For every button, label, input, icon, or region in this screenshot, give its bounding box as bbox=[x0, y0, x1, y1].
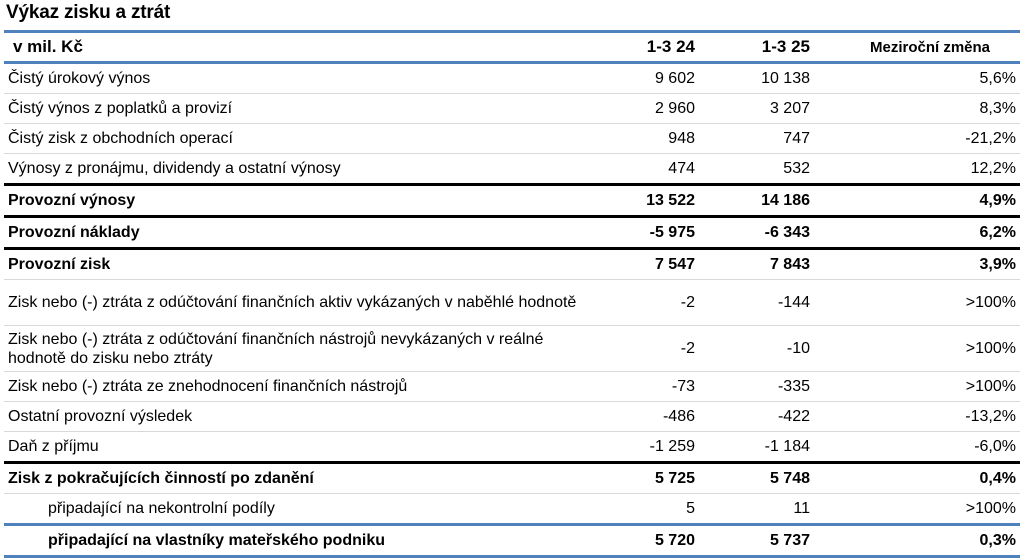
row-label: připadající na nekontrolní podíly bbox=[4, 494, 584, 525]
table-row-total bbox=[4, 185, 1020, 217]
row-label: Provozní výnosy bbox=[4, 185, 584, 217]
value-2025: -335 bbox=[699, 372, 814, 402]
table-row-total bbox=[4, 249, 1020, 280]
row-label: Zisk nebo (-) ztráta z odúčtování finančních nástrojů nevykázaných v reálné hodnotě do zisku nebo ztráty bbox=[4, 326, 584, 372]
unit-header: v mil. Kč bbox=[4, 32, 584, 63]
row-label: Daň z příjmu bbox=[4, 432, 584, 463]
yoy-change: 3,9% bbox=[814, 249, 1020, 280]
period-2025-header: 1-3 25 bbox=[699, 32, 814, 63]
row-label: Provozní zisk bbox=[4, 249, 584, 280]
value-2024: 13 522 bbox=[584, 185, 699, 217]
table-row bbox=[4, 372, 1020, 402]
table-row-total bbox=[4, 463, 1020, 494]
row-label: Čistý výnos z poplatků a provizí bbox=[4, 94, 584, 124]
value-2025: 14 186 bbox=[699, 185, 814, 217]
yoy-change: 0,4% bbox=[814, 463, 1020, 494]
table-row bbox=[4, 124, 1020, 154]
value-2025: 10 138 bbox=[699, 63, 814, 94]
yoy-change: -13,2% bbox=[814, 402, 1020, 432]
value-2025: 7 843 bbox=[699, 249, 814, 280]
value-2024: 5 bbox=[584, 494, 699, 525]
table-header-row bbox=[4, 32, 1020, 63]
row-label: připadající na vlastníky mateřského podniku bbox=[4, 525, 584, 557]
value-2025: -422 bbox=[699, 402, 814, 432]
row-label: Provozní náklady bbox=[4, 217, 584, 249]
value-2024: -5 975 bbox=[584, 217, 699, 249]
value-2025: 5 748 bbox=[699, 463, 814, 494]
row-label: Zisk z pokračujících činností po zdanění bbox=[4, 463, 584, 494]
value-2024: -2 bbox=[584, 326, 699, 372]
yoy-change: >100% bbox=[814, 494, 1020, 525]
row-label: Zisk nebo (-) ztráta ze znehodnocení finančních nástrojů bbox=[4, 372, 584, 402]
value-2024: -486 bbox=[584, 402, 699, 432]
value-2024: -1 259 bbox=[584, 432, 699, 463]
yoy-change-header: Meziroční změna bbox=[814, 32, 1020, 63]
table-row bbox=[4, 280, 1020, 326]
table-row bbox=[4, 154, 1020, 185]
value-2025: -1 184 bbox=[699, 432, 814, 463]
yoy-change: >100% bbox=[814, 326, 1020, 372]
value-2025: 3 207 bbox=[699, 94, 814, 124]
income-statement-table bbox=[4, 30, 1020, 558]
yoy-change: 12,2% bbox=[814, 154, 1020, 185]
value-2025: 747 bbox=[699, 124, 814, 154]
yoy-change: 5,6% bbox=[814, 63, 1020, 94]
value-2024: 9 602 bbox=[584, 63, 699, 94]
value-2025: 532 bbox=[699, 154, 814, 185]
page-title: Výkaz zisku a ztrát bbox=[6, 2, 171, 23]
value-2024: 948 bbox=[584, 124, 699, 154]
table-row bbox=[4, 432, 1020, 463]
yoy-change: 8,3% bbox=[814, 94, 1020, 124]
yoy-change: >100% bbox=[814, 280, 1020, 326]
table-row bbox=[4, 94, 1020, 124]
value-2024: 7 547 bbox=[584, 249, 699, 280]
table-row-total bbox=[4, 525, 1020, 557]
row-label: Čistý zisk z obchodních operací bbox=[4, 124, 584, 154]
row-label: Ostatní provozní výsledek bbox=[4, 402, 584, 432]
table-row-total bbox=[4, 217, 1020, 249]
value-2024: 5 725 bbox=[584, 463, 699, 494]
value-2024: 474 bbox=[584, 154, 699, 185]
row-label: Zisk nebo (-) ztráta z odúčtování finančních aktiv vykázaných v naběhlé hodnotě bbox=[4, 280, 584, 326]
value-2025: -144 bbox=[699, 280, 814, 326]
table-row bbox=[4, 402, 1020, 432]
yoy-change: >100% bbox=[814, 372, 1020, 402]
value-2025: 5 737 bbox=[699, 525, 814, 557]
yoy-change: 0,3% bbox=[814, 525, 1020, 557]
yoy-change: 6,2% bbox=[814, 217, 1020, 249]
row-label: Výnosy z pronájmu, dividendy a ostatní výnosy bbox=[4, 154, 584, 185]
value-2025: -10 bbox=[699, 326, 814, 372]
value-2025: -6 343 bbox=[699, 217, 814, 249]
value-2024: 5 720 bbox=[584, 525, 699, 557]
table-row bbox=[4, 494, 1020, 525]
value-2024: 2 960 bbox=[584, 94, 699, 124]
yoy-change: -6,0% bbox=[814, 432, 1020, 463]
yoy-change: -21,2% bbox=[814, 124, 1020, 154]
table-row bbox=[4, 326, 1020, 372]
value-2025: 11 bbox=[699, 494, 814, 525]
yoy-change: 4,9% bbox=[814, 185, 1020, 217]
row-label: Čistý úrokový výnos bbox=[4, 63, 584, 94]
value-2024: -2 bbox=[584, 280, 699, 326]
period-2024-header: 1-3 24 bbox=[584, 32, 699, 63]
table-row bbox=[4, 63, 1020, 94]
value-2024: -73 bbox=[584, 372, 699, 402]
